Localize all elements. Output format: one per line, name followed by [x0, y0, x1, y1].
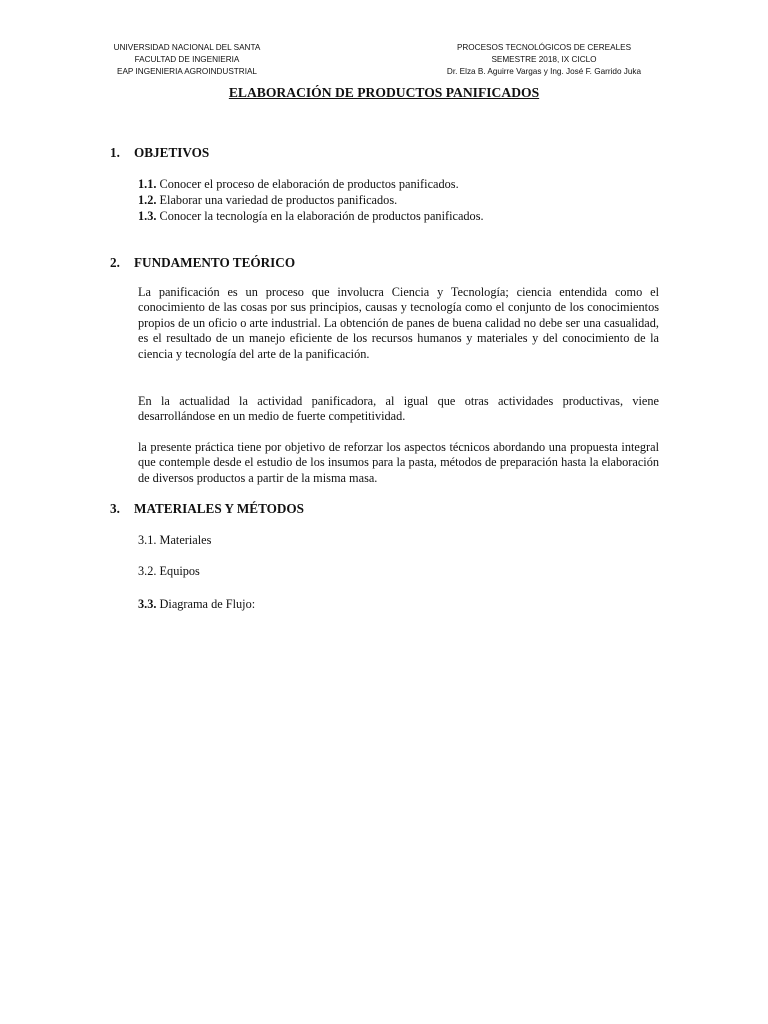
item-text: Conocer el proceso de elaboración de productos panificados. — [159, 177, 459, 191]
item-number: 1.2. — [138, 193, 157, 207]
section-number: 2. — [110, 255, 120, 270]
body-paragraph: En la actualidad la actividad panificadora, al igual que otras actividades productivas, viene desarrollándose en un medio de fuerte competitividad. — [138, 394, 659, 424]
item-number: 1.3. — [138, 209, 157, 223]
item-number: 3.1. — [138, 533, 157, 547]
item-text: Equipos — [159, 564, 200, 578]
header-right — [428, 42, 660, 78]
subsection-item — [138, 597, 255, 612]
objective-item — [138, 209, 484, 224]
item-number: 1.1. — [138, 177, 157, 191]
header-course: PROCESOS TECNOLÓGICOS DE CEREALES — [456, 43, 632, 52]
document-title: ELABORACIÓN DE PRODUCTOS PANIFICADOS — [228, 85, 540, 100]
section-heading-fundamento — [110, 255, 295, 271]
item-number: 3.3. — [138, 597, 157, 611]
section-number: 1. — [110, 145, 120, 160]
body-paragraph: La panificación es un proceso que involucra Ciencia y Tecnología; ciencia entendida como el conocimiento de las cosas por sus principios, causas y tecnología como el conjunto de los conocimientos propios de un oficio o arte industrial. La obtención de panes de buena calidad no debe ser una casualidad, es el resultado de un manejo eficiente de los recursos humanos y materiales y del conocimiento de la ciencia y tecnología del arte de la panificación. — [138, 285, 659, 361]
section-title: MATERIALES Y MÉTODOS — [134, 501, 304, 516]
item-number: 3.2. — [138, 564, 157, 578]
section-number: 3. — [110, 501, 120, 516]
subsection-item — [138, 533, 211, 548]
item-text: Diagrama de Flujo: — [159, 597, 256, 611]
section-heading-objetivos — [110, 145, 209, 161]
objective-item — [138, 193, 397, 208]
section-title: FUNDAMENTO TEÓRICO — [134, 255, 296, 270]
section-heading-materiales — [110, 501, 304, 517]
header-university: UNIVERSIDAD NACIONAL DEL SANTA — [113, 43, 261, 52]
item-text: Elaborar una variedad de productos panificados. — [159, 193, 398, 207]
subsection-item — [138, 564, 200, 579]
header-left — [98, 42, 276, 78]
header-semester: SEMESTRE 2018, IX CICLO — [491, 55, 597, 64]
section-title: OBJETIVOS — [134, 145, 210, 160]
body-paragraph: la presente práctica tiene por objetivo de reforzar los aspectos técnicos abordando una propuesta integral que contemple desde el estudio de los insumos para la pasta, métodos de preparación hasta la elaboración de diversos productos a partir de la misma masa. — [138, 440, 659, 485]
header-school: EAP INGENIERIA AGROINDUSTRIAL — [117, 67, 257, 76]
header-instructors: Dr. Elza B. Aguirre Vargas y Ing. José F. Garrido Juka — [446, 67, 642, 76]
header-faculty: FACULTAD DE INGENIERIA — [134, 55, 240, 64]
item-text: Conocer la tecnología en la elaboración de productos panificados. — [159, 209, 484, 223]
objective-item — [138, 177, 459, 192]
item-text: Materiales — [159, 533, 212, 547]
